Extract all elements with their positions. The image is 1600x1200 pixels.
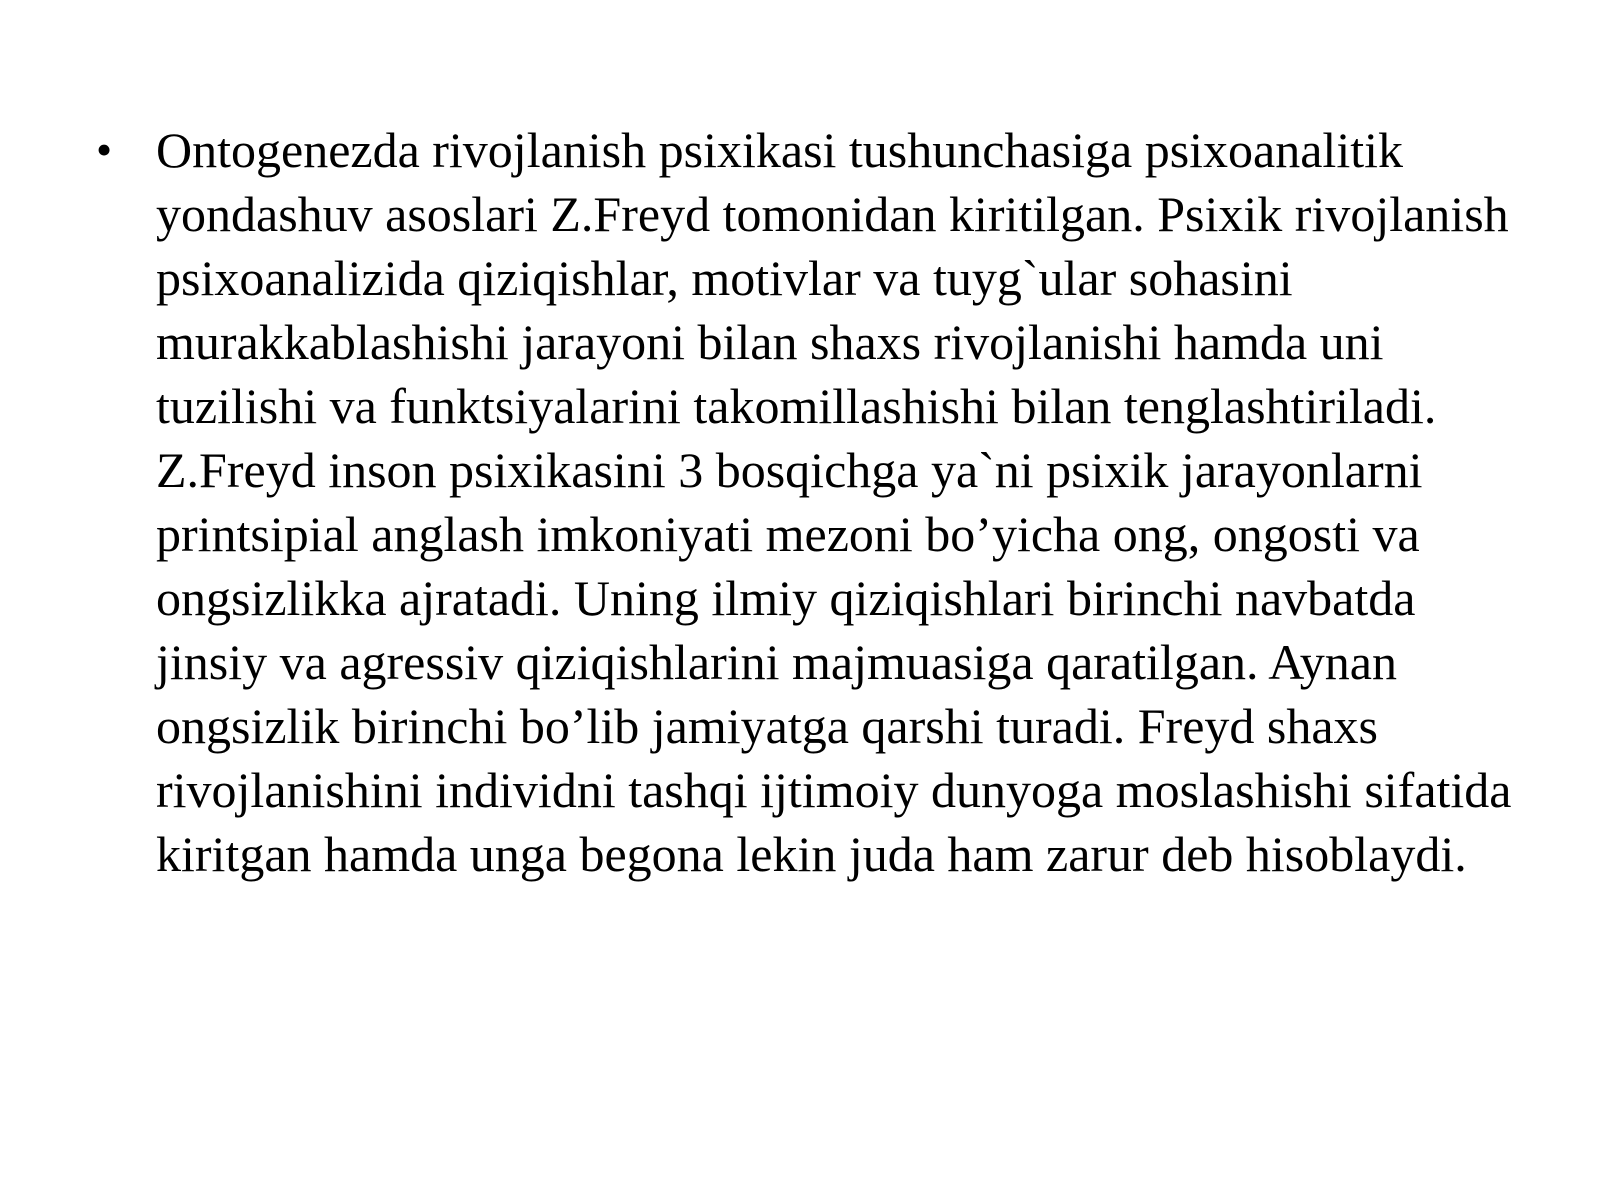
bullet-list [92, 118, 1532, 886]
paragraph-2: Z.Freyd inson psixikasini 3 bosqichga ya`ni psixik jarayonlarni printsipial anglash imkoniyati mezoni bo’yicha ong, ongosti va ongsizlikka ajratadi. Uning ilmiy qiziqishlari birinchi navbatda jinsiy va agressiv qiziqishlarini majmuasiga qaratilgan. Aynan ongsizlik birinchi bo’lib jamiyatga qarshi turadi. Freyd shaxs rivojlanishini individni tashqi ijtimoiy dunyoga moslashishi sifatida kiritgan hamda unga begona lekin juda ham zarur deb hisoblaydi. [156, 442, 1512, 882]
bullet-dot-icon: • [96, 124, 113, 175]
paragraph-1: Ontogenezda rivojlanish psixikasi tushunchasiga psixoanalitik yondashuv asoslari Z.Freyd tomonidan kiritilgan. Psixik rivojlanish psixoanalizida qiziqishlar, motivlar va tuyg`ular sohasini murakkablashishi jarayoni bilan shaxs rivojlanishi hamda uni tuzilishi va funktsiyalarini takomillashishi bilan tenglashtiriladi. [156, 122, 1509, 434]
bullet-item [92, 118, 1532, 886]
